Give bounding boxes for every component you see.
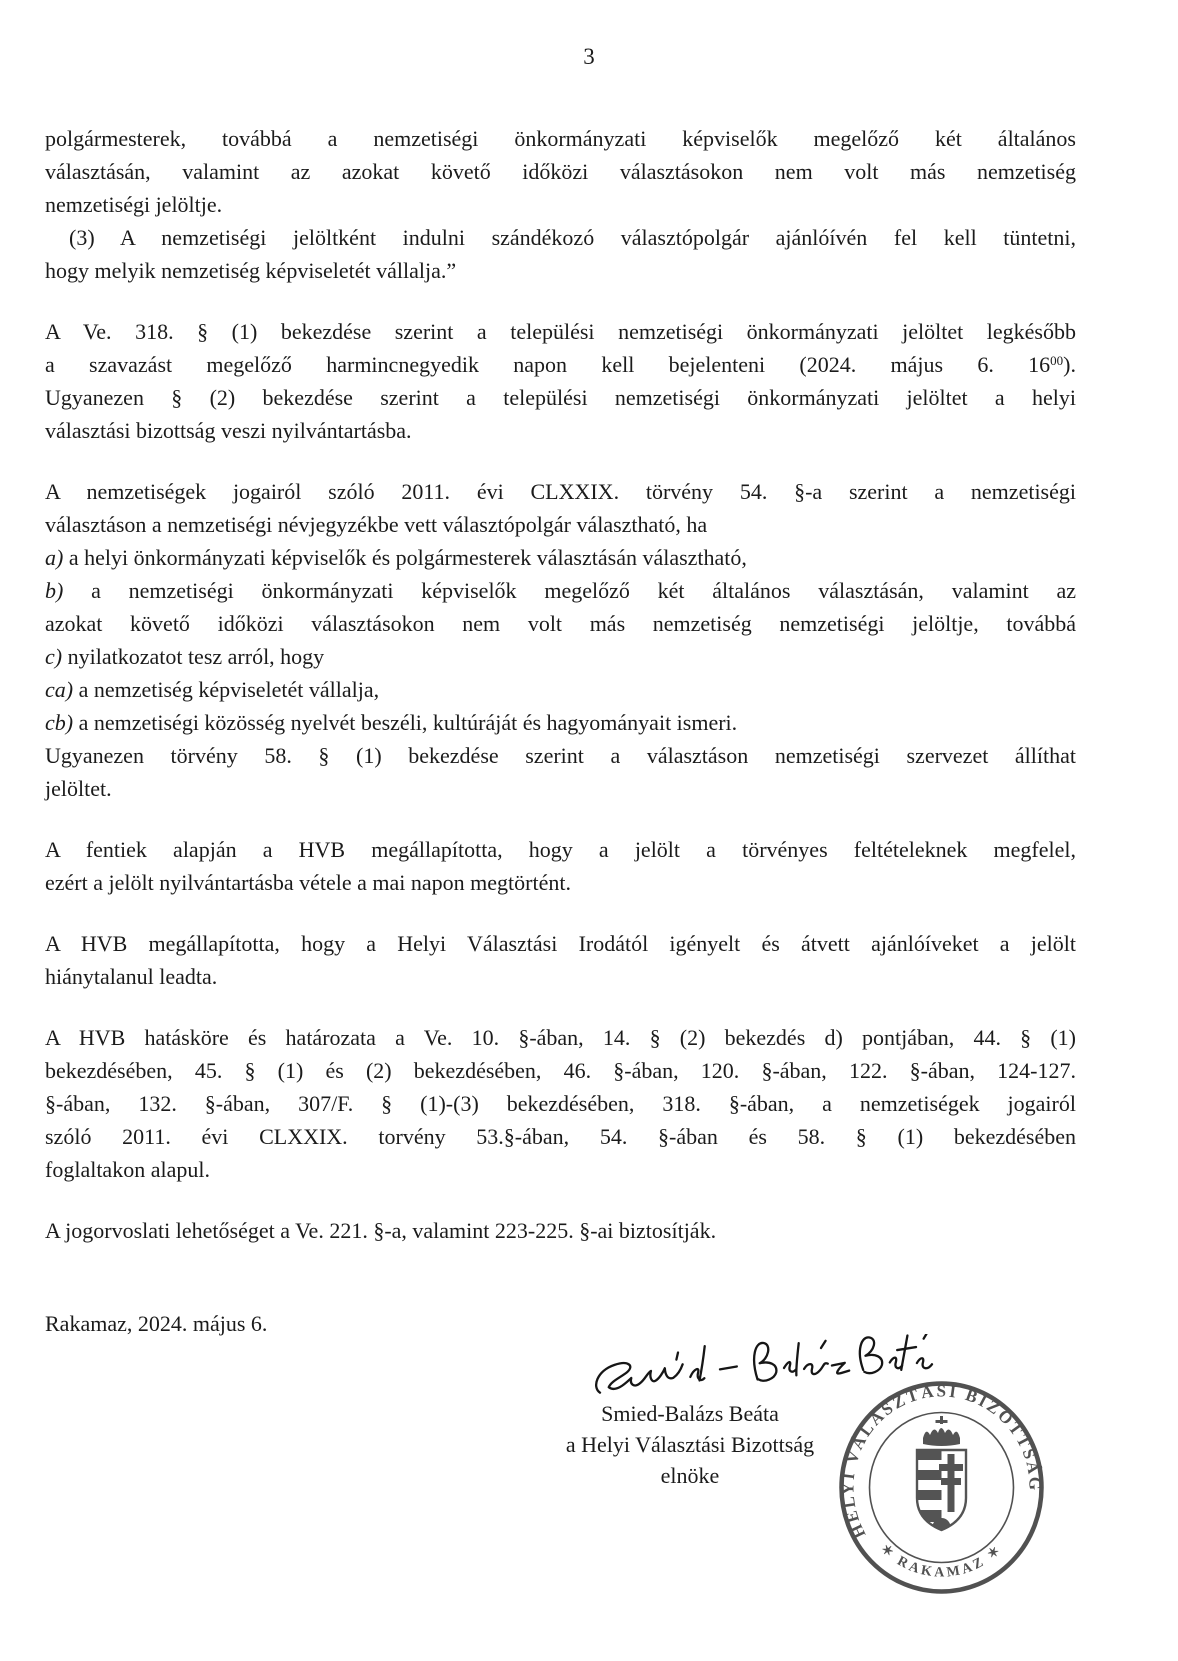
- superscript-text: 00: [1050, 353, 1064, 368]
- text-line: [45, 188, 1076, 221]
- signatory-title: elnöke: [660, 1463, 720, 1488]
- text-line: [45, 541, 1076, 574]
- text-line: [45, 1087, 1076, 1120]
- text-line: [45, 772, 1076, 805]
- signature-block: [490, 1398, 890, 1491]
- paragraph: [45, 1021, 1076, 1186]
- text-segment: Ugyanezen § (2) bekezdése szerint a települési nemzetiségi önkormányzati jelöltet a helyi: [45, 385, 1076, 410]
- text-line: [45, 927, 1076, 960]
- text-line: [45, 640, 1076, 673]
- date-line: Rakamaz, 2024. május 6.: [45, 1311, 268, 1336]
- text-segment: foglaltakon alapul.: [45, 1157, 210, 1182]
- text-line: [45, 960, 1076, 993]
- text-line: [45, 866, 1076, 899]
- document-body: [45, 122, 1076, 1340]
- text-segment: nyilatkozatot tesz arról, hogy: [62, 644, 325, 669]
- text-line: [45, 706, 1076, 739]
- text-segment: A Ve. 318. § (1) bekezdése szerint a települési nemzetiségi önkormányzati jelöltet legkésőbb: [45, 319, 1076, 344]
- text-line: [45, 254, 1076, 287]
- paragraph: [45, 122, 1076, 287]
- italic-marker: cb): [45, 710, 74, 735]
- signatory-organization: a Helyi Választási Bizottság: [565, 1432, 815, 1457]
- italic-marker: c): [45, 644, 63, 669]
- text-line: [45, 574, 1076, 607]
- signatory-name: Smied-Balázs Beáta: [601, 1401, 779, 1426]
- text-segment: választási bizottság veszi nyilvántartásba.: [45, 418, 412, 443]
- text-segment: a szavazást megelőző harmincnegyedik napon kell bejelenteni (2024. május 6. 16: [45, 352, 1051, 377]
- text-segment: azokat követő időközi választásokon nem volt más nemzetiség nemzetiségi jelöltje, továbbá: [45, 611, 1076, 636]
- text-segment: A HVB hatásköre és határozata a Ve. 10. §-ában, 14. § (2) bekezdés d) pontjában, 44. § (1): [45, 1025, 1076, 1050]
- paragraphs-container: [45, 122, 1076, 1247]
- text-line: [45, 348, 1076, 381]
- text-line: [45, 673, 1076, 706]
- text-segment: A jogorvoslati lehetőséget a Ve. 221. §-a, valamint 223-225. §-ai biztosítják.: [45, 1218, 717, 1243]
- stamp-bottom-text-path: ✶ RAKAMAZ ✶: [877, 1541, 1006, 1581]
- text-segment: hiánytalanul leadta.: [45, 964, 218, 989]
- text-segment: ).: [1063, 352, 1076, 377]
- paragraph: [45, 927, 1076, 993]
- text-segment: a nemzetiségi önkormányzati képviselők megelőző két általános választásán, valamint az: [63, 578, 1076, 603]
- text-segment: a helyi önkormányzati képviselők és polgármesterek választásán választható,: [63, 545, 747, 570]
- text-line: [45, 155, 1076, 188]
- text-line: [45, 1120, 1076, 1153]
- text-segment: §-ában, 132. §-ában, 307/F. § (1)-(3) bekezdésében, 318. §-ában, a nemzetiségek jogairól: [45, 1091, 1076, 1116]
- paragraph: [45, 475, 1076, 805]
- text-line: [45, 1021, 1076, 1054]
- text-segment: Ugyanezen törvény 58. § (1) bekezdése szerint a választáson nemzetiségi szervezet állíthat: [45, 743, 1076, 768]
- text-line: [45, 122, 1076, 155]
- text-segment: jelöltet.: [45, 776, 112, 801]
- text-segment: polgármesterek, továbbá a nemzetiségi önkormányzati képviselők megelőző két általános: [45, 126, 1076, 151]
- text-line: [45, 833, 1076, 866]
- text-segment: hogy melyik nemzetiség képviseletét vállalja.”: [45, 258, 457, 283]
- stamp-top-text-path: HELYI VÁLASZTÁSI BIZOTTSÁG: [838, 1381, 1045, 1542]
- text-line: [45, 221, 1076, 254]
- italic-marker: a): [45, 545, 64, 570]
- italic-marker: b): [45, 578, 64, 603]
- text-segment: nemzetiségi jelöltje.: [45, 192, 223, 217]
- text-segment: a nemzetiségi közösség nyelvét beszéli, kultúráját és hagyományait ismeri.: [73, 710, 738, 735]
- text-line: [45, 414, 1076, 447]
- coat-of-arms-icon: [917, 1416, 966, 1538]
- text-line: [45, 315, 1076, 348]
- paragraph: [45, 833, 1076, 899]
- text-line: [45, 1214, 1076, 1247]
- text-segment: A nemzetiségek jogairól szóló 2011. évi CLXXIX. törvény 54. §-a szerint a nemzetiségi: [45, 479, 1076, 504]
- text-segment: a nemzetiség képviseletét vállalja,: [73, 677, 380, 702]
- text-line: [45, 607, 1076, 640]
- paragraph: [45, 315, 1076, 447]
- text-segment: választáson a nemzetiségi névjegyzékbe vett választópolgár választható, ha: [45, 512, 708, 537]
- text-segment: szóló 2011. évi CLXXIX. torvény 53.§-ában, 54. §-ában és 58. § (1) bekezdésében: [45, 1124, 1076, 1149]
- text-segment: A HVB megállapította, hogy a Helyi Választási Irodától igényelt és átvett ajánlóíveket a jelölt: [45, 931, 1076, 956]
- page-number: 3: [583, 44, 595, 69]
- text-segment: bekezdésében, 45. § (1) és (2) bekezdésében, 46. §-ában, 120. §-ában, 122. §-ában, 124-127.: [45, 1058, 1076, 1083]
- text-segment: ezért a jelölt nyilvántartásba vétele a mai napon megtörtént.: [45, 870, 571, 895]
- text-segment: (3) A nemzetiségi jelöltként indulni szándékozó választópolgár ajánlóívén fel kell tüntetni,: [69, 225, 1076, 250]
- text-segment: A fentiek alapján a HVB megállapította, hogy a jelölt a törvényes feltételeknek megfelel,: [45, 837, 1076, 862]
- text-line: [45, 381, 1076, 414]
- text-line: [45, 1054, 1076, 1087]
- paragraph: [45, 1214, 1076, 1247]
- text-segment: választásán, valamint az azokat követő időközi választásokon nem volt más nemzetiség: [45, 159, 1076, 184]
- official-stamp: [838, 1380, 1045, 1595]
- text-line: [45, 475, 1076, 508]
- text-line: [45, 508, 1076, 541]
- italic-marker: ca): [45, 677, 74, 702]
- text-line: [45, 1153, 1076, 1186]
- text-line: [45, 739, 1076, 772]
